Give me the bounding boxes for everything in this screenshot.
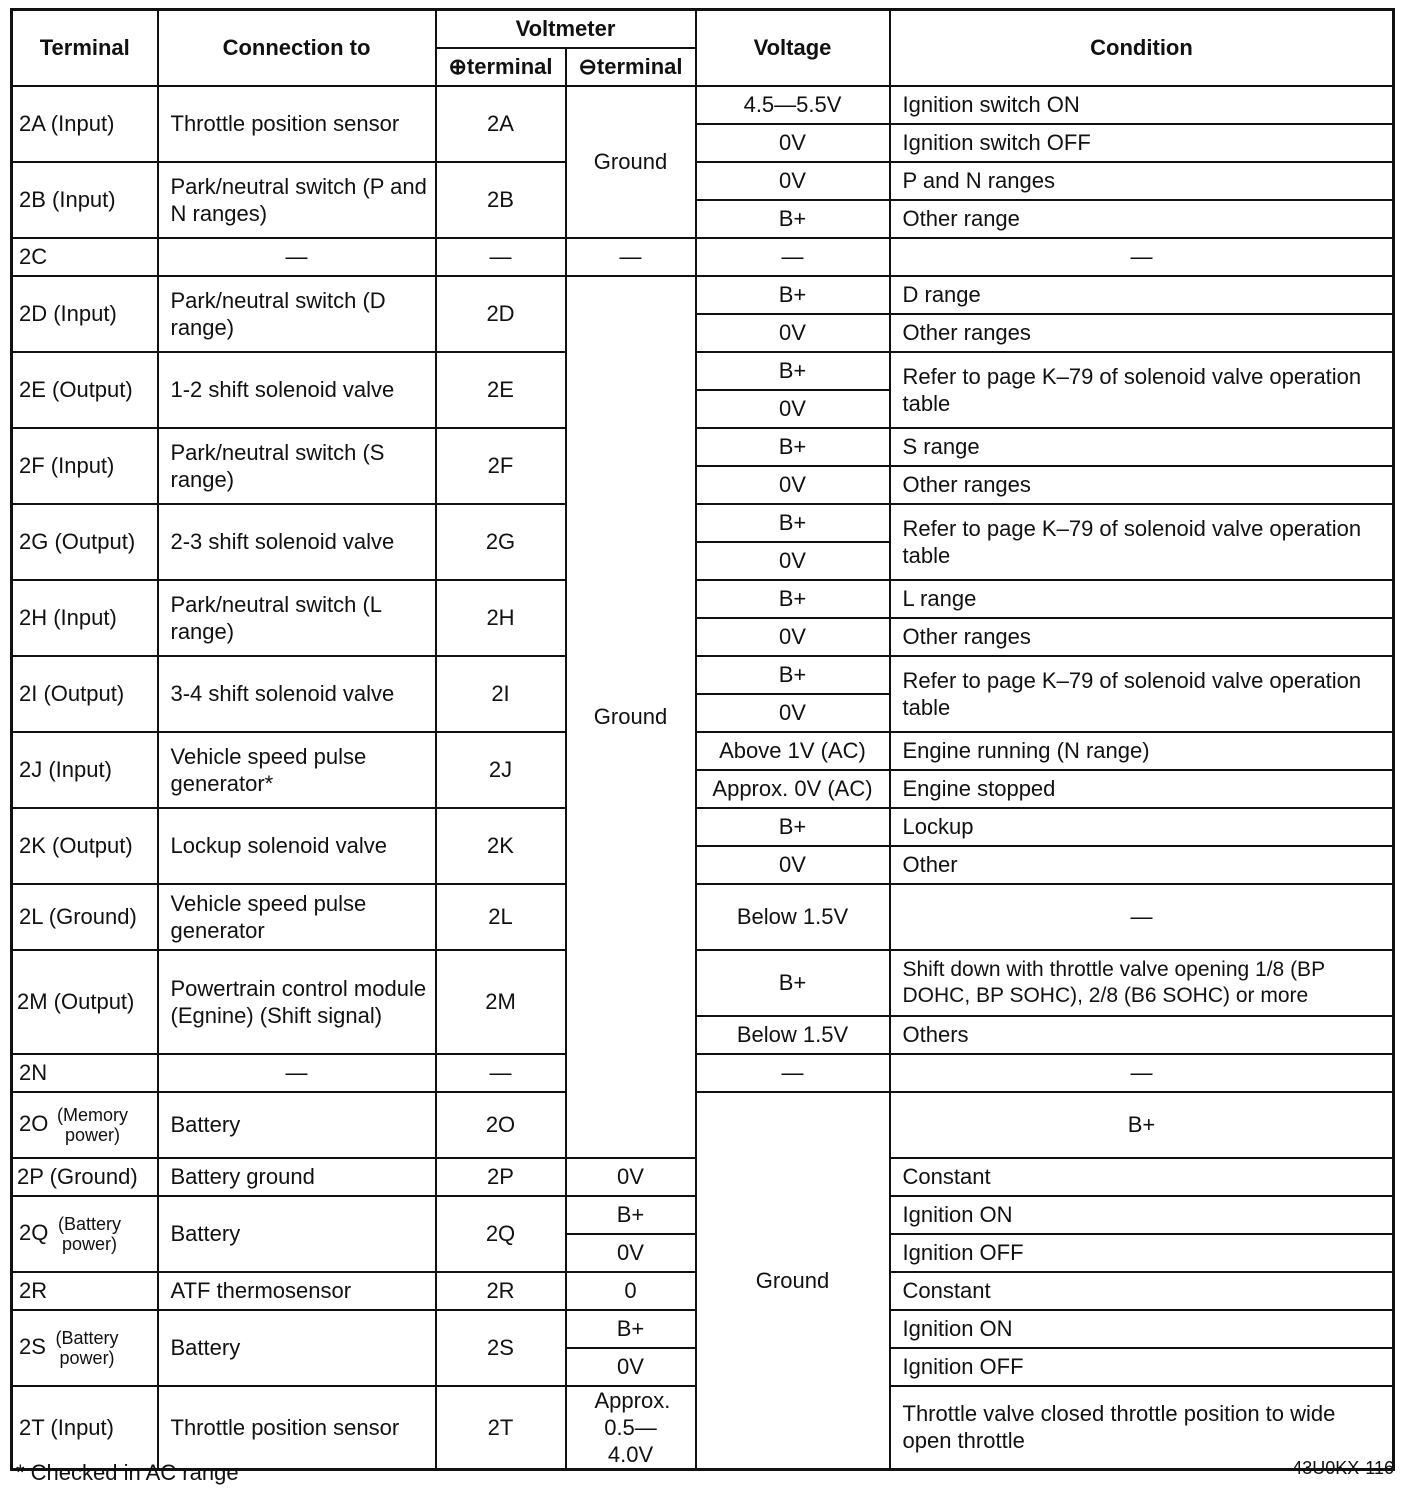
connection-2N: — xyxy=(158,1054,436,1092)
connection-2K: Lockup solenoid valve xyxy=(158,808,436,884)
plus-2M: 2M xyxy=(436,950,566,1054)
terminal-2E: 2E (Output) xyxy=(12,352,158,428)
terminal-2S xyxy=(12,1310,158,1386)
condition-2S-1: Ignition ON xyxy=(890,1310,1394,1348)
condition-2C: — xyxy=(890,238,1394,276)
condition-2K-1: Lockup xyxy=(890,808,1394,846)
condition-2K-2: Other xyxy=(890,846,1394,884)
voltage-2G-1: B+ xyxy=(696,504,890,542)
header-terminal: Terminal xyxy=(12,10,158,86)
condition-2D-1: D range xyxy=(890,276,1394,314)
connection-2C: — xyxy=(158,238,436,276)
terminal-2Q-note: (Battery power) xyxy=(57,1213,121,1254)
minus-ground-2O-2T: Ground xyxy=(696,1092,890,1470)
voltage-2L: Below 1.5V xyxy=(696,884,890,950)
terminal-2O xyxy=(12,1092,158,1158)
voltage-2M-2: Below 1.5V xyxy=(696,1016,890,1054)
voltage-2H-2: 0V xyxy=(696,618,890,656)
terminal-2K: 2K (Output) xyxy=(12,808,158,884)
condition-2G: Refer to page K–79 of solenoid valve operation table xyxy=(890,504,1394,580)
plus-2E: 2E xyxy=(436,352,566,428)
terminal-2S-id: 2S xyxy=(19,1333,46,1359)
terminal-2I: 2I (Output) xyxy=(12,656,158,732)
plus-2G: 2G xyxy=(436,504,566,580)
voltage-2Q-2: 0V xyxy=(566,1234,696,1272)
voltage-2R: 0 xyxy=(566,1272,696,1310)
terminal-2L: 2L (Ground) xyxy=(12,884,158,950)
condition-2T: Throttle valve closed throttle position to wide open throttle xyxy=(890,1386,1394,1470)
connection-2R: ATF thermosensor xyxy=(158,1272,436,1310)
minus-2N: — xyxy=(696,1054,890,1092)
plus-2T: 2T xyxy=(436,1386,566,1470)
terminal-voltage-table xyxy=(10,8,1395,1471)
terminal-2A: 2A (Input) xyxy=(12,86,158,162)
voltage-2A-1: 4.5—5.5V xyxy=(696,86,890,124)
connection-2B: Park/neutral switch (P and N ranges) xyxy=(158,162,436,238)
condition-2B-1: P and N ranges xyxy=(890,162,1394,200)
condition-2H-1: L range xyxy=(890,580,1394,618)
condition-2M-1: Shift down with throttle valve opening 1/8 (BP DOHC, BP SOHC), 2/8 (B6 SOHC) or more xyxy=(890,950,1394,1016)
voltage-2E-1: B+ xyxy=(696,352,890,390)
terminal-2N: 2N xyxy=(12,1054,158,1092)
terminal-2S-note: (Battery power) xyxy=(55,1327,119,1368)
voltage-2P: 0V xyxy=(566,1158,696,1196)
voltage-2G-2: 0V xyxy=(696,542,890,580)
connection-2Q: Battery xyxy=(158,1196,436,1272)
voltage-2C: — xyxy=(696,238,890,276)
voltage-2F-1: B+ xyxy=(696,428,890,466)
terminal-2Q-id: 2Q xyxy=(19,1219,49,1245)
condition-2Q-2: Ignition OFF xyxy=(890,1234,1394,1272)
voltage-2D-2: 0V xyxy=(696,314,890,352)
condition-2A-1: Ignition switch ON xyxy=(890,86,1394,124)
voltage-2T: Approx. 0.5—4.0V xyxy=(566,1386,696,1470)
terminal-2D: 2D (Input) xyxy=(12,276,158,352)
voltage-2S-2: 0V xyxy=(566,1348,696,1386)
voltage-2E-2: 0V xyxy=(696,390,890,428)
terminal-2M: 2M (Output) xyxy=(12,950,158,1054)
plus-2F: 2F xyxy=(436,428,566,504)
condition-2D-2: Other ranges xyxy=(890,314,1394,352)
connection-2T: Throttle position sensor xyxy=(158,1386,436,1470)
connection-2P: Battery ground xyxy=(158,1158,436,1196)
connection-2O: Battery xyxy=(158,1092,436,1158)
plus-2C: — xyxy=(436,238,566,276)
header-voltmeter: Voltmeter xyxy=(436,10,696,48)
header-voltage: Voltage xyxy=(696,10,890,86)
plus-2D: 2D xyxy=(436,276,566,352)
terminal-2R: 2R xyxy=(12,1272,158,1310)
plus-2I: 2I xyxy=(436,656,566,732)
voltage-2B-1: 0V xyxy=(696,162,890,200)
plus-2A: 2A xyxy=(436,86,566,162)
minus-ground-2A-2B: Ground xyxy=(566,86,696,238)
terminal-2B: 2B (Input) xyxy=(12,162,158,238)
condition-2P: Constant xyxy=(890,1158,1394,1196)
minus-ground-2D-2M: Ground xyxy=(566,276,696,1158)
voltage-2I-2: 0V xyxy=(696,694,890,732)
voltage-2A-2: 0V xyxy=(696,124,890,162)
connection-2E: 1-2 shift solenoid valve xyxy=(158,352,436,428)
figure-code: 43U0KX-116 xyxy=(1292,1458,1394,1478)
plus-2Q: 2Q xyxy=(436,1196,566,1272)
plus-2O: 2O xyxy=(436,1092,566,1158)
voltage-2O: B+ xyxy=(890,1092,1394,1158)
condition-2J-1: Engine running (N range) xyxy=(890,732,1394,770)
connection-2A: Throttle position sensor xyxy=(158,86,436,162)
connection-2F: Park/neutral switch (S range) xyxy=(158,428,436,504)
voltage-2S-1: B+ xyxy=(566,1310,696,1348)
connection-2I: 3-4 shift solenoid valve xyxy=(158,656,436,732)
terminal-2J: 2J (Input) xyxy=(12,732,158,808)
minus-2C: — xyxy=(566,238,696,276)
voltage-2J-2: Approx. 0V (AC) xyxy=(696,770,890,808)
header-minus-terminal: ⊖terminal xyxy=(566,48,696,86)
plus-2B: 2B xyxy=(436,162,566,238)
condition-2M-2: Others xyxy=(890,1016,1394,1054)
condition-2Q-1: Ignition ON xyxy=(890,1196,1394,1234)
plus-2H: 2H xyxy=(436,580,566,656)
terminal-2Q xyxy=(12,1196,158,1272)
terminal-2F: 2F (Input) xyxy=(12,428,158,504)
plus-2N: — xyxy=(436,1054,566,1092)
connection-2H: Park/neutral switch (L range) xyxy=(158,580,436,656)
plus-2L: 2L xyxy=(436,884,566,950)
condition-2I: Refer to page K–79 of solenoid valve operation table xyxy=(890,656,1394,732)
terminal-2O-id: 2O xyxy=(19,1110,49,1136)
terminal-2T: 2T (Input) xyxy=(12,1386,158,1470)
header-condition: Condition xyxy=(890,10,1394,86)
terminal-2O-note: (Memory power) xyxy=(56,1104,128,1145)
condition-2L: — xyxy=(890,884,1394,950)
voltage-2J-1: Above 1V (AC) xyxy=(696,732,890,770)
header-plus-terminal: ⊕terminal xyxy=(436,48,566,86)
condition-2R: Constant xyxy=(890,1272,1394,1310)
condition-2H-2: Other ranges xyxy=(890,618,1394,656)
voltage-2F-2: 0V xyxy=(696,466,890,504)
condition-2A-2: Ignition switch OFF xyxy=(890,124,1394,162)
condition-2J-2: Engine stopped xyxy=(890,770,1394,808)
connection-2J: Vehicle speed pulse generator* xyxy=(158,732,436,808)
plus-2J: 2J xyxy=(436,732,566,808)
condition-2B-2: Other range xyxy=(890,200,1394,238)
voltage-2H-1: B+ xyxy=(696,580,890,618)
footnote: * Checked in AC range xyxy=(16,1460,239,1485)
terminal-2P: 2P (Ground) xyxy=(12,1158,158,1196)
plus-2R: 2R xyxy=(436,1272,566,1310)
connection-2L: Vehicle speed pulse generator xyxy=(158,884,436,950)
terminal-2G: 2G (Output) xyxy=(12,504,158,580)
condition-2S-2: Ignition OFF xyxy=(890,1348,1394,1386)
connection-2G: 2-3 shift solenoid valve xyxy=(158,504,436,580)
terminal-2H: 2H (Input) xyxy=(12,580,158,656)
voltage-2Q-1: B+ xyxy=(566,1196,696,1234)
voltage-2K-1: B+ xyxy=(696,808,890,846)
voltage-2M-1: B+ xyxy=(696,950,890,1016)
voltage-2B-2: B+ xyxy=(696,200,890,238)
plus-2K: 2K xyxy=(436,808,566,884)
voltage-2K-2: 0V xyxy=(696,846,890,884)
connection-2M: Powertrain control module (Egnine) (Shift signal) xyxy=(158,950,436,1054)
voltage-2I-1: B+ xyxy=(696,656,890,694)
connection-2D: Park/neutral switch (D range) xyxy=(158,276,436,352)
condition-2E: Refer to page K–79 of solenoid valve operation table xyxy=(890,352,1394,428)
plus-2S: 2S xyxy=(436,1310,566,1386)
terminal-2C: 2C xyxy=(12,238,158,276)
voltage-2N: — xyxy=(890,1054,1394,1092)
plus-2P: 2P xyxy=(436,1158,566,1196)
condition-2F-1: S range xyxy=(890,428,1394,466)
header-connection: Connection to xyxy=(158,10,436,86)
condition-2F-2: Other ranges xyxy=(890,466,1394,504)
connection-2S: Battery xyxy=(158,1310,436,1386)
voltage-2D-1: B+ xyxy=(696,276,890,314)
